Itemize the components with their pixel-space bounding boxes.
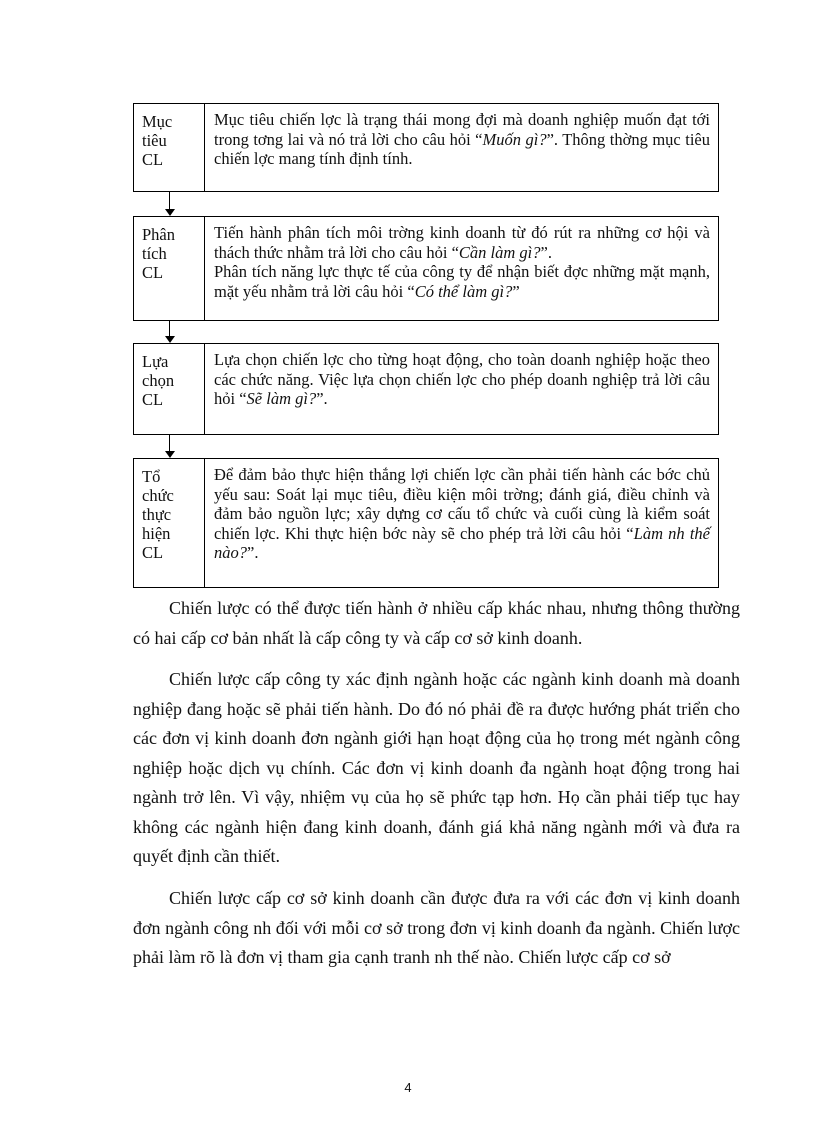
box-text: Tiến hành phân tích môi trờng kinh doanh từ đó rút ra những cơ hội và thách thức nhằm trả lời cho câu hỏi “ bbox=[214, 223, 710, 262]
body-paragraph bbox=[133, 884, 740, 973]
box-text: ”. bbox=[540, 242, 552, 262]
paragraph-text: Chiến lược cấp công ty xác định ngành hoặc các ngành kinh doanh mà doanh nghiệp đang hoặc sẽ phải tiến hành. Do đó nó phải đề ra được hướng phát triển cho các đơn vị kinh doanh đơn ngành giới hạn hoạt động của họ trong mét ngành công nghiệp hoặc dịch vụ chính. Các đơn vị kinh doanh đa ngành hoạt động trong hai ngành trở lên. Vì vậy, nhiệm vụ của họ sẽ phức tạp hơn. Họ cần phải tiếp tục hay không các ngành hiện đang kinh doanh, đánh giá khả năng ngành mới và đưa ra quyết định cần thiết. bbox=[133, 669, 740, 866]
flowchart-box-phan-tich bbox=[133, 216, 719, 321]
page-number: 4 bbox=[404, 1080, 412, 1095]
box-label: Mục tiêu CL bbox=[134, 104, 205, 191]
box-text: Phân tích năng lực thực tế của công ty để nhận biết đợc những mặt mạnh, mặt yếu nhằm trả lời câu hỏi “ bbox=[214, 262, 710, 301]
box-question: Làm nh thế nào? bbox=[214, 523, 710, 562]
flow-arrow-down-icon bbox=[164, 435, 176, 458]
box-content bbox=[205, 104, 718, 191]
box-content bbox=[205, 217, 718, 320]
flow-arrow-down-icon bbox=[164, 321, 176, 343]
box-text: Mục tiêu chiến lợc là trạng thái mong đợi mà doanh nghiệp muốn đạt tới trong tơng lai và nó trả lời cho câu hỏi “ bbox=[214, 110, 710, 149]
box-content bbox=[205, 344, 718, 434]
box-question: Muốn gì? bbox=[482, 129, 547, 149]
flowchart-box-muc-tieu bbox=[133, 103, 719, 192]
box-label: Lựa chọn CL bbox=[134, 344, 205, 434]
paragraph-text: Chiến lược cấp cơ sở kinh doanh cần được đưa ra với các đơn vị kinh doanh đơn ngành công nh đối với mỗi cơ sở trong đơn vị kinh doanh đa ngành. Chiến lược phải làm rõ là đơn vị tham gia cạnh tranh nh thế nào. Chiến lược cấp cơ sở bbox=[133, 888, 740, 967]
box-text: ”. bbox=[316, 389, 328, 408]
box-question: Có thể làm gì? bbox=[414, 281, 513, 301]
flowchart-box-lua-chon bbox=[133, 343, 719, 435]
box-text: ” bbox=[512, 281, 520, 301]
box-text: Lựa chọn chiến lợc cho từng hoạt động, cho toàn doanh nghiệp hoặc theo các chức năng. Việc lựa chọn chiến lợc cho phép doanh nghiệp trả lời câu hỏi “ bbox=[214, 350, 710, 408]
body-paragraph bbox=[133, 594, 740, 653]
paragraph-text: Chiến lược có thể được tiến hành ở nhiều cấp khác nhau, nhưng thông thường có hai cấp cơ bản nhất là cấp công ty và cấp cơ sở kinh doanh. bbox=[133, 598, 740, 648]
box-text: ”. Thông thờng mục tiêu chiến lợc mang tính định tính. bbox=[214, 129, 710, 168]
box-question: Cần làm gì? bbox=[458, 242, 541, 262]
box-content bbox=[205, 459, 718, 587]
box-text: Để đảm bảo thực hiện thắng lợi chiến lợc cần phải tiến hành các bớc chủ yếu sau: Soát lại mục tiêu, điều kiện môi trờng; đánh giá, điều chỉnh và đảm bảo nguồn lực; xây dựng cơ cấu tổ chức và cuối cùng là kiểm soát chiến lợc. Khi thực hiện bớc này sẽ cho phép trả lời câu hỏi “ bbox=[214, 465, 710, 543]
box-label: Phân tích CL bbox=[134, 217, 205, 320]
body-paragraph bbox=[133, 665, 740, 872]
box-label: Tổ chức thực hiện CL bbox=[134, 459, 205, 587]
flow-arrow-down-icon bbox=[164, 192, 176, 216]
box-text: ”. bbox=[247, 543, 259, 562]
box-question: Sẽ làm gì? bbox=[246, 389, 317, 408]
flowchart-box-to-chuc bbox=[133, 458, 719, 588]
